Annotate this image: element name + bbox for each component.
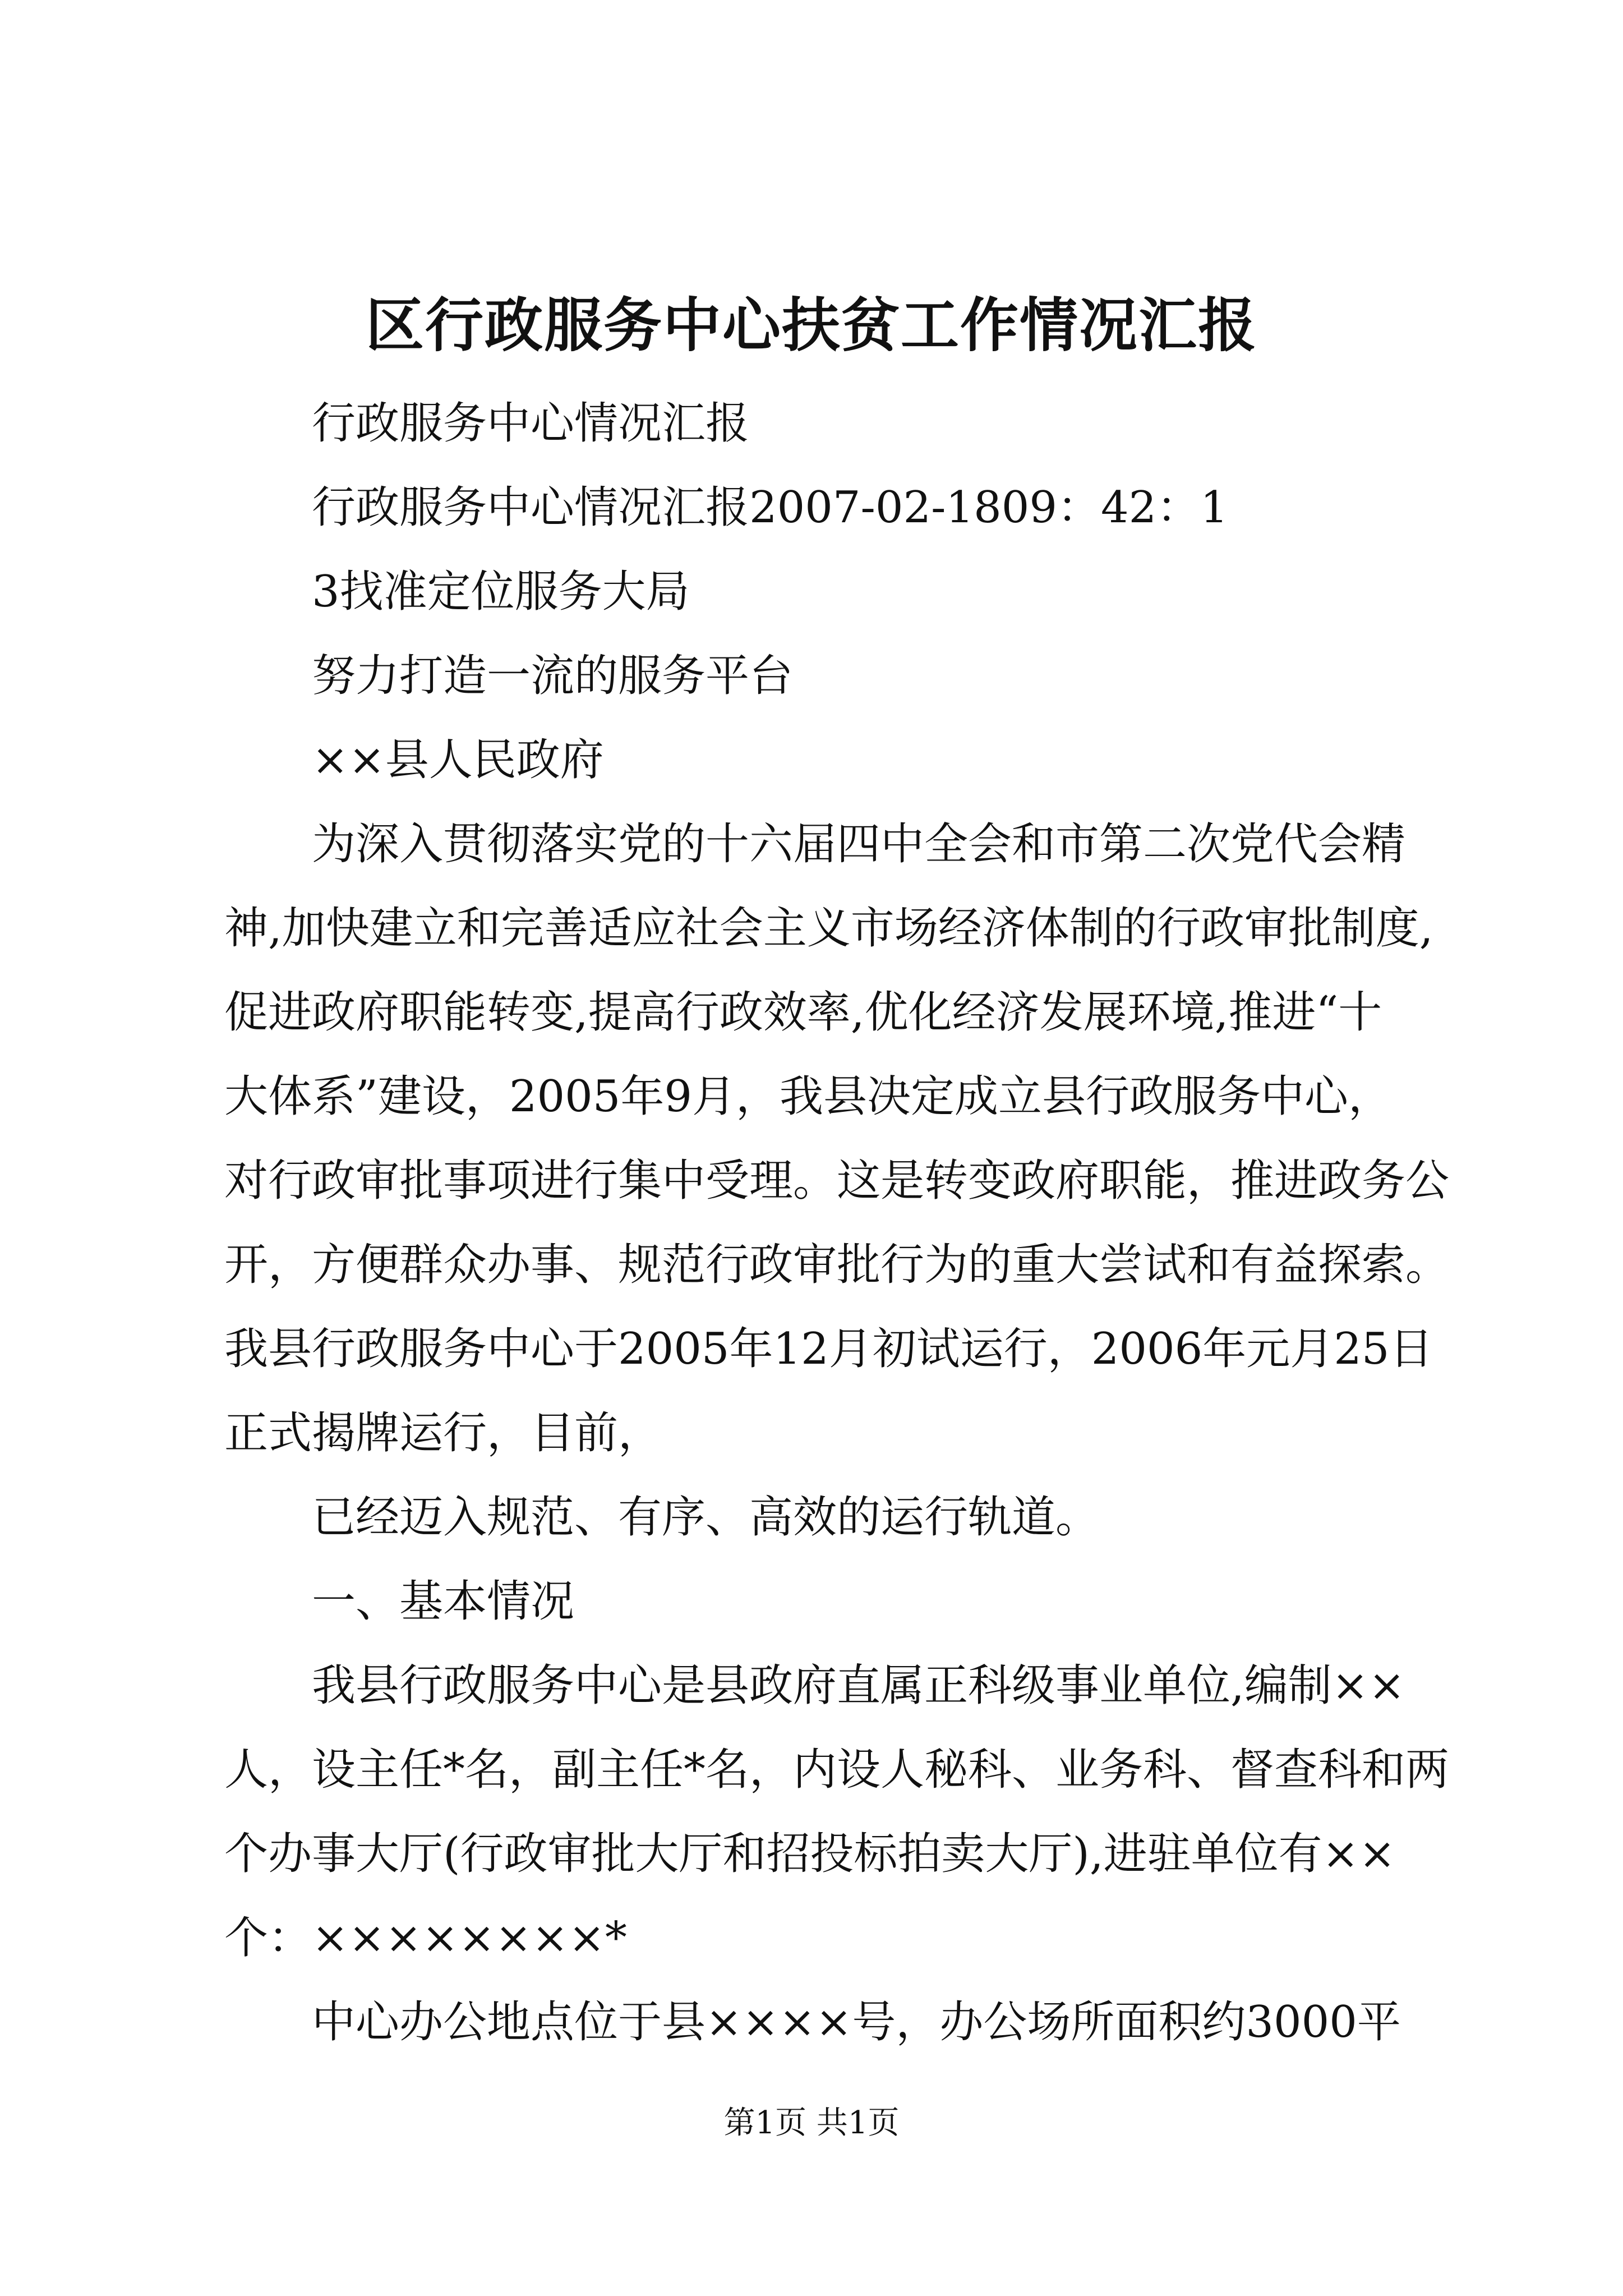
paragraph-line: 已经迈入规范、有序、高效的运行轨道。 <box>312 1492 1100 1543</box>
paragraph-line: 中心办公地点位于县××××号，办公场所面积约3000平 <box>312 1997 1401 2047</box>
page-number-footer: 第1页 共1页 <box>723 2105 900 2141</box>
paragraph-line: 人，设主任*名，副主任*名，内设人秘科、业务科、督查科和两 <box>224 1745 1450 1795</box>
paragraph-line: 个：××××××××* <box>224 1913 627 1963</box>
paragraph-line: 促进政府职能转变,提高行政效率,优化经济发展环境,推进“十 <box>224 987 1382 1038</box>
text-line: ××县人民政府 <box>312 735 604 785</box>
document-title: 区行政服务中心扶贫工作情况汇报 <box>365 291 1257 360</box>
text-line: 行政服务中心情况汇报2007-02-1809：42：1 <box>312 482 1228 533</box>
section-heading: 一、基本情况 <box>312 1576 575 1627</box>
paragraph-line: 为深入贯彻落实党的十六届四中全会和市第二次党代会精 <box>312 819 1406 869</box>
paragraph-line: 大体系”建设，2005年9月，我县决定成立县行政服务中心， <box>224 1071 1393 1122</box>
paragraph-line: 对行政审批事项进行集中受理。这是转变政府职能，推进政务公 <box>224 1156 1450 1206</box>
text-line: 3找准定位服务大局 <box>312 567 690 617</box>
text-line: 努力打造一流的服务平台 <box>312 651 794 701</box>
paragraph-line: 开，方便群众办事、规范行政审批行为的重大尝试和有益探索。 <box>224 1240 1450 1290</box>
paragraph-line: 个办事大厅(行政审批大厅和招投标拍卖大厅),进驻单位有×× <box>224 1829 1396 1879</box>
paragraph-line: 我县行政服务中心是县政府直属正科级事业单位,编制×× <box>312 1660 1405 1711</box>
document-body <box>224 381 1450 2064</box>
paragraph-line: 神,加快建立和完善适应社会主义市场经济体制的行政审批制度, <box>224 903 1433 954</box>
paragraph-line: 正式揭牌运行，目前， <box>224 1408 662 1458</box>
paragraph-line: 我县行政服务中心于2005年12月初试运行，2006年元月25日 <box>224 1324 1433 1374</box>
text-line: 行政服务中心情况汇报 <box>312 398 750 449</box>
